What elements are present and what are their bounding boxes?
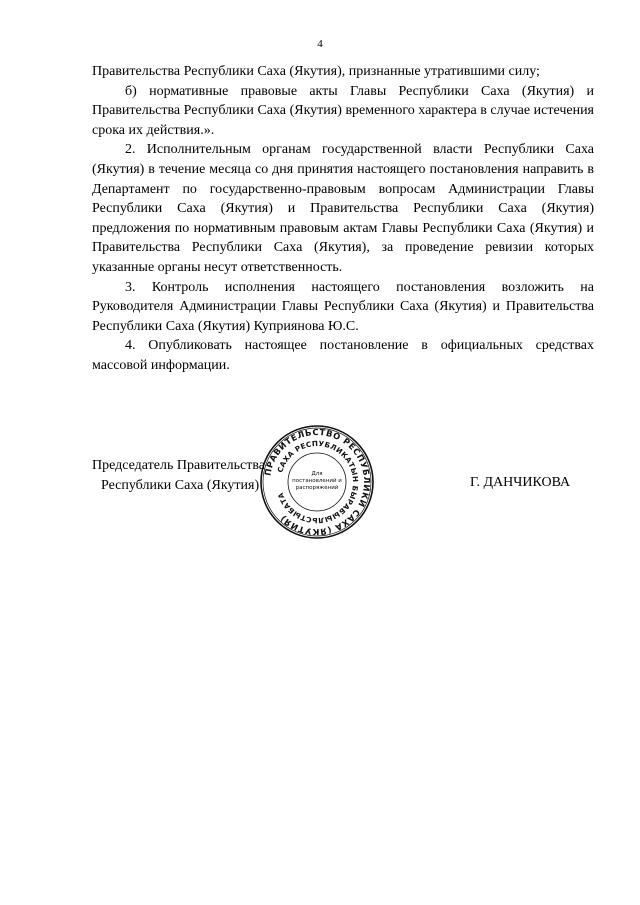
official-seal-stamp	[259, 424, 375, 540]
paragraph-item-3: 3. Контроль исполнения настоящего постановления возложить на Руководителя Администрации Главы Республики Саха (Якутия) и Правительства Республики Саха (Якутия) Куприянова Ю.С.	[92, 279, 594, 334]
stamp-center-line1: Для	[311, 471, 323, 477]
paragraph-item-b: б) нормативные правовые акты Главы Республики Саха (Якутия) и Правительства Республики Саха (Якутия) временного характера в случае истечения срока их действия.».	[92, 83, 594, 138]
paragraph-item-4: 4. Опубликовать настоящее постановление в официальных средствах массовой информации.	[92, 338, 594, 373]
signatory-name: Г. ДАНЧИКОВА	[470, 475, 571, 490]
signatory-position-line2: Республики Саха (Якутия)	[101, 477, 260, 493]
stamp-inner-text: САХА РЕСПУБЛИКАТЫН БЫРАБЫЫЛЬСТЫБАТА	[275, 438, 361, 526]
document-body	[92, 62, 594, 376]
page-number: 4	[317, 38, 323, 50]
paragraph-continuation: Правительства Республики Саха (Якутия), признанные утратившими силу;	[92, 64, 540, 79]
stamp-center-line2: постановлений и	[292, 478, 342, 484]
paragraph-item-2: 2. Исполнительным органам государственной власти Республики Саха (Якутия) в течение месяца со дня принятия настоящего постановления направить в Департамент по государственно-правовым вопросам Администрации Главы Республики Саха (Якутия) и Правительства Республики Саха (Якутия) предложения по нормативным правовым актам Главы Республики Саха (Якутия) и Правительства Республики Саха (Якутия), за проведение ревизии которых указанные органы несут ответственность.	[92, 142, 594, 275]
signatory-position-line1: Председатель Правительства	[92, 458, 265, 473]
stamp-outer-text: ПРАВИТЕЛЬСТВО РЕСПУБЛИКИ САХА (ЯКУТИЯ)	[262, 426, 373, 538]
signatory-position	[92, 456, 265, 495]
stamp-center-line3: распоряжений	[295, 485, 339, 491]
